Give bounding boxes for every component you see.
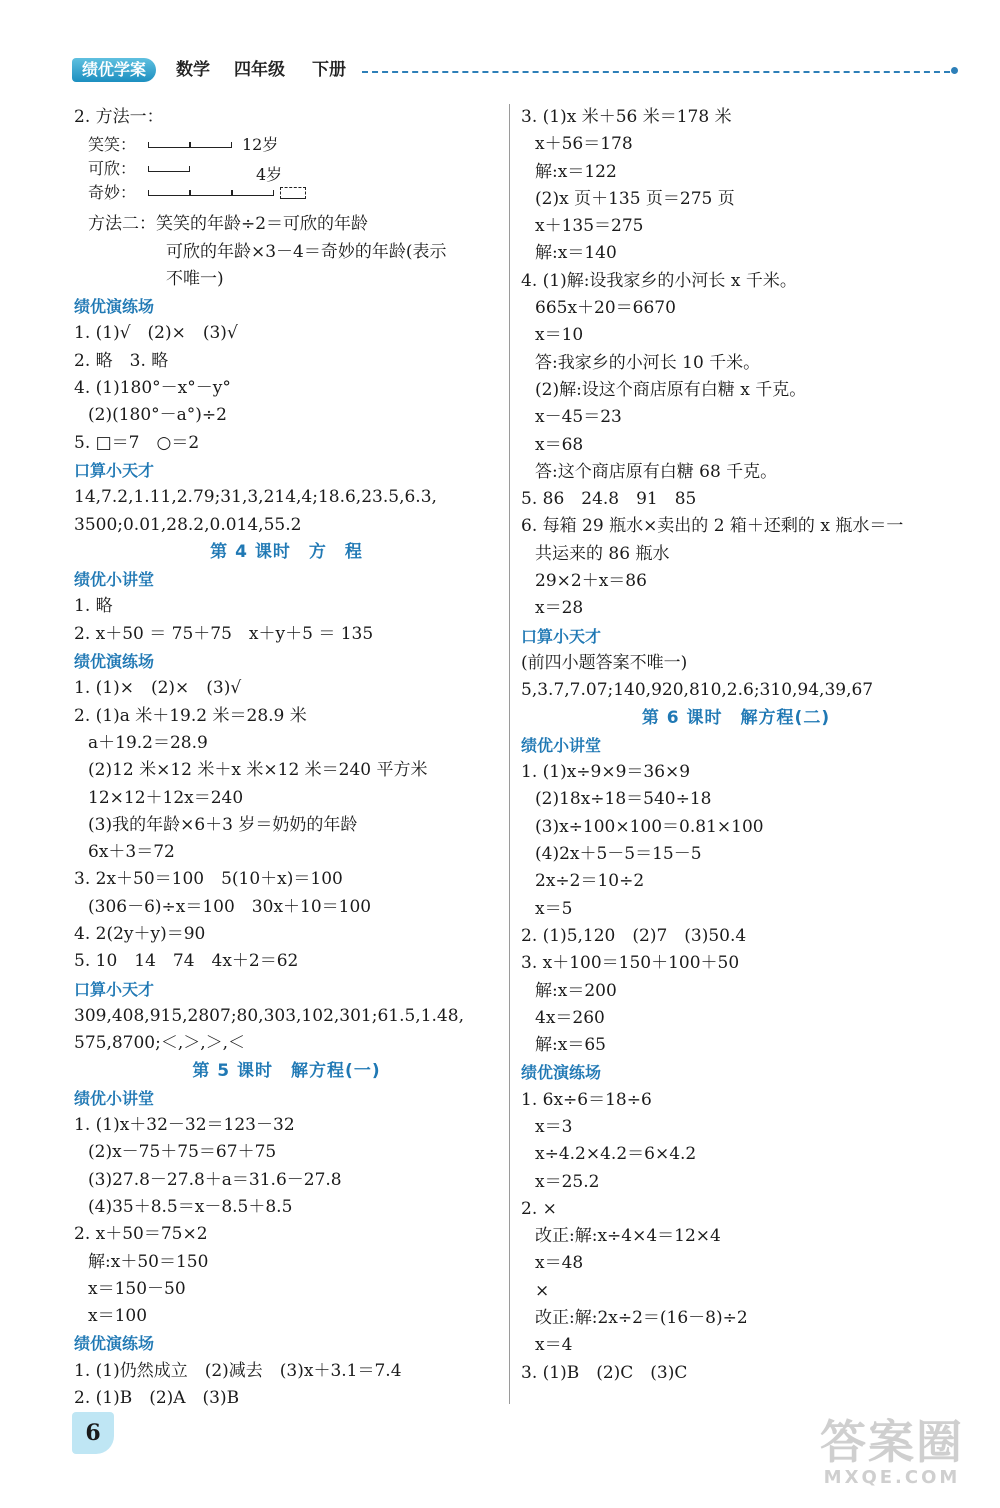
answer-line: (3)我的年龄×6＋3 岁＝奶奶的年龄 [88,814,358,835]
answer-line: 1. (1)x＋32－32＝123－32 [74,1115,295,1136]
lesson-title: 第 5 课时 解方程(一) [192,1060,381,1081]
diagram-row-kexin [74,157,499,181]
answer-line: x＝100 [88,1306,148,1327]
section-title: 口算小天才 [521,626,602,646]
answer-line: 2. (1)5,120 (2)7 (3)50.4 [521,925,747,946]
answer-line: 改正:解:2x÷2＝(16－8)÷2 [535,1308,748,1329]
lesson-title: 第 6 课时 解方程(二) [641,707,831,728]
section-title: 绩优演练场 [74,1334,155,1354]
answer-line: x＝68 [535,434,584,455]
diagram-segment [148,190,190,196]
section-title: 绩优演练场 [74,297,155,317]
answer-line: x÷4.2×4.2＝6×4.2 [535,1144,697,1165]
answer-line: 解:x＋50＝150 [88,1251,209,1272]
answer-line: 解:x＝140 [535,243,617,264]
answer-line: x＝10 [535,325,584,346]
answer-line: 6x＋3＝72 [88,842,175,863]
volume-label: 下册 [312,60,346,80]
answer-line: 309,408,915,2807;80,303,102,301;61.5,1.48, [74,1005,464,1026]
answer-line: 1. (1)x÷9×9＝36×9 [521,762,691,783]
answer-line: 解:x＝65 [535,1035,606,1056]
answer-line: 1. 6x÷6＝18÷6 [521,1089,652,1110]
column-divider [509,104,510,1404]
right-column [521,104,951,1387]
answer-line: 1. (1)√ (2)× (3)√ [74,323,238,344]
answer-line: x＝150－50 [88,1278,186,1299]
answer-line: 可欣的年龄×3－4＝奇妙的年龄(表示 [166,241,447,262]
watermark-sub: MXQE.COM [823,1467,961,1488]
answer-line: 1. (1)仍然成立 (2)减去 (3)x＋3.1＝7.4 [74,1360,402,1381]
answer-line: x＋56＝178 [535,134,633,155]
answer-line: (306－6)÷x＝100 30x＋10＝100 [88,896,372,917]
diagram-segment [232,190,274,196]
answer-line: 6. 每箱 29 瓶水×卖出的 2 箱＋还剩的 x 瓶水＝一 [521,516,904,537]
answer-line: (3)27.8－27.8＋a＝31.6－27.8 [88,1169,342,1190]
answer-line: x＝3 [535,1116,573,1137]
page-header [72,56,962,86]
diagram-segment [148,166,190,172]
answer-line: 改正:解:x÷4×4＝12×4 [535,1226,721,1247]
answer-line: 5. □＝7 ○＝2 [74,432,200,453]
left-column [74,104,499,1412]
answer-line: x－45＝23 [535,407,622,428]
grade-label: 四年级 [234,60,285,80]
answer-line: 答:这个商店原有白糖 68 千克。 [535,461,778,482]
answer-line: 29×2＋x＝86 [535,571,647,592]
answer-line: (2)12 米×12 米＋x 米×12 米＝240 平方米 [88,760,428,781]
answer-line: a＋19.2＝28.9 [88,732,208,753]
answer-line: 解:x＝122 [535,161,617,182]
diagram-row-xiaoxiao [74,133,499,157]
diagram-segment [148,142,190,148]
answer-line: 4. 2(2y＋y)＝90 [74,924,206,945]
answer-line: 5,3.7,7.07;140,920,810,2.6;310,94,39,67 [521,680,874,701]
section-title: 口算小天才 [74,979,155,999]
answer-line: (2)x 页＋135 页＝275 页 [535,188,735,209]
answer-line: 2. (1)B (2)A (3)B [74,1388,240,1409]
answer-line: 4. (1)180°－x°－y° [74,378,231,399]
header-dot [951,67,958,74]
answer-line: (4)2x＋5－5＝15－5 [535,844,702,865]
answer-line: × [535,1280,550,1301]
answer-line: 2. × [521,1198,557,1219]
diagram-label: 笑笑： [88,135,137,155]
section-title: 绩优演练场 [521,1063,602,1083]
section-title: 绩优小讲堂 [74,1088,155,1108]
section-title: 口算小天才 [74,460,155,480]
answer-line: 4. (1)解:设我家乡的小河长 x 千米。 [521,270,797,291]
diagram-value: 4岁 [256,165,283,185]
line-segment-diagram [74,131,499,211]
diagram-segment [190,142,232,148]
answer-line: (前四小题答案不唯一) [521,652,688,673]
answer-line: 1. 略 [74,596,113,617]
answer-line: (2)x－75＋75＝67＋75 [88,1142,277,1163]
answer-line: 2. (1)a 米＋19.2 米＝28.9 米 [74,705,307,726]
answer-line: 答:我家乡的小河长 10 千米。 [535,352,761,373]
watermark-main: 答案圈 [820,1415,964,1469]
page-number: 6 [72,1412,114,1454]
diagram-segment-minus [280,187,306,199]
answer-line: 3500;0.01,28.2,0.014,55.2 [74,514,302,535]
answer-line: 解:x＝200 [535,980,617,1001]
answer-line: 3. 2x＋50＝100 5(10＋x)＝100 [74,869,343,890]
answer-line: 2. x＋50＝75×2 [74,1224,208,1245]
answer-line: (2)18x÷18＝540÷18 [535,789,712,810]
answer-line: 3. (1)B (2)C (3)C [521,1362,688,1383]
answer-line: x＝5 [535,898,573,919]
subject-label: 数学 [176,60,210,80]
answer-line: 665x＋20＝6670 [535,298,676,319]
answer-line: x＝48 [535,1253,584,1274]
answer-line: (2)解:设这个商店原有白糖 x 千克。 [535,379,807,400]
answer-line: 4x＝260 [535,1007,605,1028]
answer-line: 12×12＋12x＝240 [88,787,244,808]
answer-line: 共运来的 86 瓶水 [535,543,670,564]
answer-line: 1. (1)× (2)× (3)√ [74,678,242,699]
diagram-label: 奇妙： [88,183,137,203]
brand-logo: 绩优学案 [72,58,156,82]
answer-line: x＋135＝275 [535,216,644,237]
section-title: 绩优小讲堂 [74,570,155,590]
answer-line: 2. 略 3. 略 [74,350,169,371]
diagram-label: 可欣： [88,159,137,179]
answer-line: x＝28 [535,598,584,619]
answer-line: 5. 10 14 74 4x＋2＝62 [74,951,299,972]
answer-line: 3. (1)x 米＋56 米＝178 米 [521,107,732,127]
answer-line: 方法二：笑笑的年龄÷2＝可欣的年龄 [88,214,369,235]
answer-line: 2x÷2＝10÷2 [535,871,645,892]
answer-line: 14,7.2,1.11,2.79;31,3,214,4;18.6,23.5,6.3, [74,487,437,508]
answer-line: 2. 方法一： [74,107,164,127]
diagram-segment [190,190,232,196]
answer-line: 3. x＋100＝150＋100＋50 [521,953,740,974]
answer-line: (4)35＋8.5＝x－8.5＋8.5 [88,1196,293,1217]
section-title: 绩优演练场 [74,652,155,672]
site-watermark [802,1416,982,1496]
answer-line: 2. x＋50 ＝ 75＋75 x＋y＋5 ＝ 135 [74,623,374,644]
answer-line: x＝4 [535,1335,573,1356]
answer-line: (2)(180°－a°)÷2 [88,405,227,426]
answer-line: 5. 86 24.8 91 85 [521,489,697,510]
answer-line: x＝25.2 [535,1171,600,1192]
diagram-value: 12岁 [242,135,279,155]
section-title: 绩优小讲堂 [521,735,602,755]
answer-line: 不唯一) [166,268,224,289]
header-dashed-rule [362,71,950,73]
answer-line: 575,8700;＜,＞,＞,＜ [74,1033,246,1054]
answer-line: (3)x÷100×100＝0.81×100 [535,816,764,837]
lesson-title: 第 4 课时 方 程 [210,541,363,562]
